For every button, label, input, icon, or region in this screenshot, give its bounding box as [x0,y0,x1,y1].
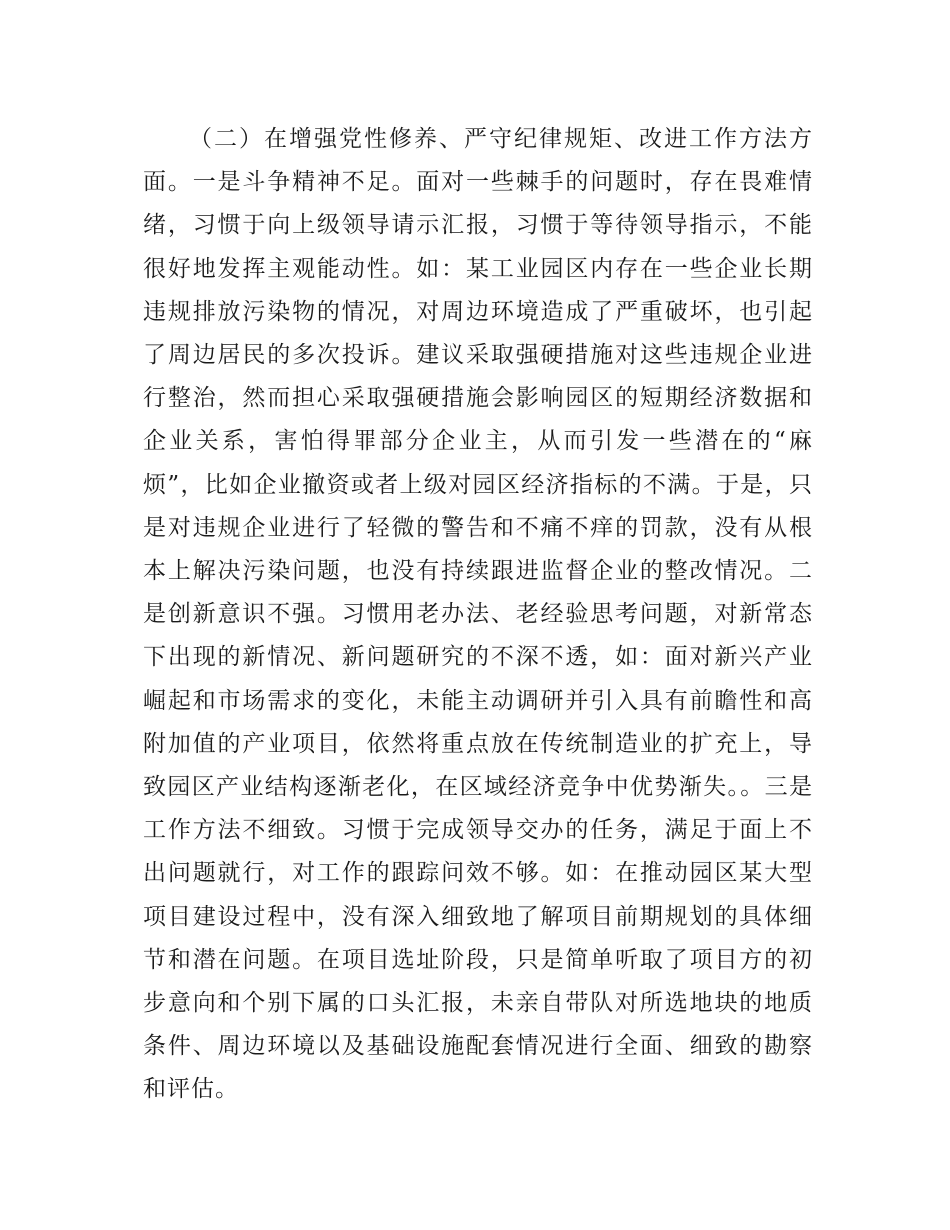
body-paragraph: （二）在增强党性修养、严守纪律规矩、改进工作方法方面。一是斗争精神不足。面对一些棘手的问题时，存在畏难情绪，习惯于向上级领导请示汇报，习惯于等待领导指示，不能很好地发挥主观能动性。如：某工业园区内存在一些企业长期违规排放污染物的情况，对周边环境造成了严重破坏，也引起了周边居民的多次投诉。建议采取强硬措施对这些违规企业进行整治，然而担心采取强硬措施会影响园区的短期经济数据和企业关系，害怕得罪部分企业主，从而引发一些潜在的“麻烦”，比如企业撤资或者上级对园区经济指标的不满。于是，只是对违规企业进行了轻微的警告和不痛不痒的罚款，没有从根本上解决污染问题，也没有持续跟进监督企业的整改情况。二是创新意识不强。习惯用老办法、老经验思考问题，对新常态下出现的新情况、新问题研究的不深不透，如：面对新兴产业崛起和市场需求的变化，未能主动调研并引入具有前瞻性和高附加值的产业项目，依然将重点放在传统制造业的扩充上，导致园区产业结构逐渐老化，在区域经济竞争中优势渐失。。三是工作方法不细致。习惯于完成领导交办的任务，满足于面上不出问题就行，对工作的跟踪问效不够。如：在推动园区某大型项目建设过程中，没有深入细致地了解项目前期规划的具体细节和潜在问题。在项目选址阶段，只是简单听取了项目方的初步意向和个别下属的口头汇报，未亲自带队对所选地块的地质条件、周边环境以及基础设施配套情况进行全面、细致的勘察和评估。 [143,126,813,1103]
document-body [143,118,813,1112]
